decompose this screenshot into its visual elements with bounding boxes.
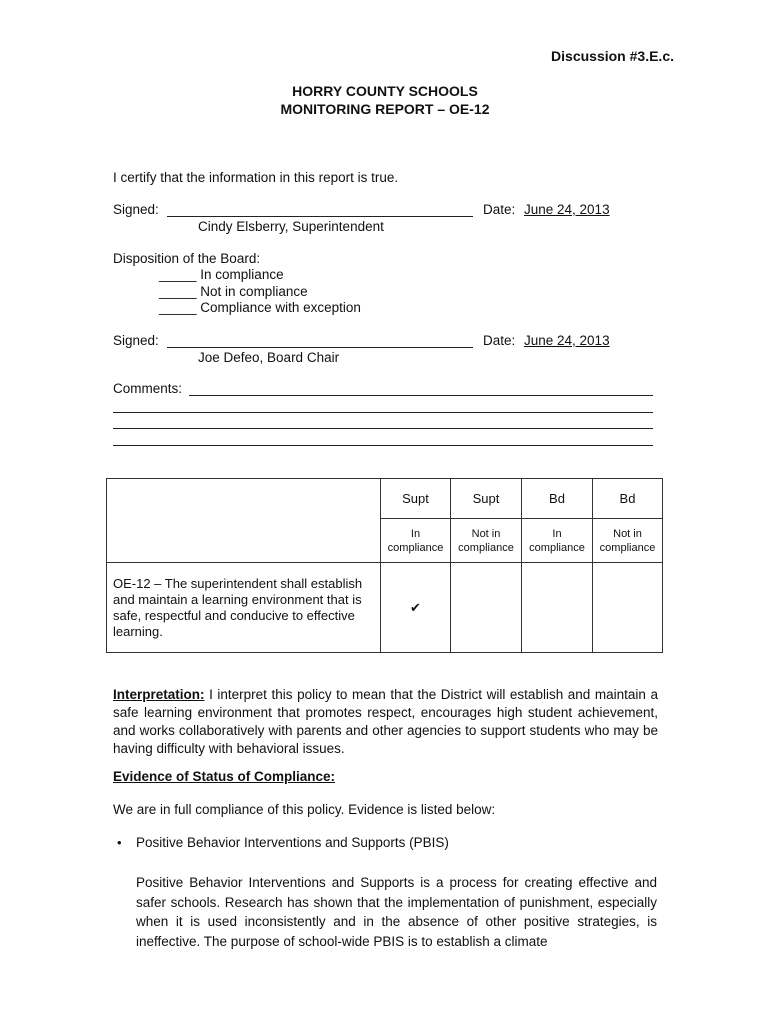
checkmark-icon: ✔ — [410, 599, 421, 615]
disposition-option-in-compliance[interactable]: _____ In compliance — [159, 267, 284, 282]
comments-line-3[interactable] — [113, 428, 653, 429]
board-signer-name: Joe Defeo, Board Chair — [198, 350, 340, 365]
date-label: Date: — [483, 202, 516, 217]
col-header-bd-in: Bd — [522, 479, 593, 519]
col-header-supt-not: Supt — [451, 479, 522, 519]
comments-label: Comments: — [113, 381, 183, 396]
subheader-supt-not: Not in compliance — [451, 519, 522, 563]
bd-not-in-compliance-cell[interactable] — [593, 563, 663, 653]
interpretation-paragraph — [113, 686, 658, 758]
subheader-supt-in: In compliance — [381, 519, 451, 563]
certify-statement: I certify that the information in this report is true. — [113, 170, 399, 185]
comments-line-4[interactable] — [113, 445, 653, 446]
date-value: June 24, 2013 — [524, 202, 610, 217]
col-header-bd-not: Bd — [593, 479, 663, 519]
interpretation-label: Interpretation: — [113, 687, 205, 702]
evidence-intro: We are in full compliance of this policy. Evidence is listed below: — [113, 802, 496, 817]
disposition-option-not-in-compliance[interactable]: _____ Not in compliance — [159, 284, 308, 299]
board-date-value: June 24, 2013 — [524, 333, 610, 348]
evidence-heading: Evidence of Status of Compliance: — [113, 769, 336, 784]
table-policy-row — [107, 563, 663, 653]
policy-description: OE-12 – The superintendent shall establish and maintain a learning environment that is safe, respectful and conducive to effective learning. — [107, 563, 381, 653]
signer-name: Cindy Elsberry, Superintendent — [198, 219, 384, 234]
subheader-bd-in: In compliance — [522, 519, 593, 563]
discussion-label: Discussion #3.E.c. — [551, 48, 674, 64]
table-empty-cell — [107, 479, 381, 563]
disposition-option-exception[interactable]: _____ Compliance with exception — [159, 300, 361, 315]
disposition-label: Disposition of the Board: — [113, 251, 261, 266]
interpretation-text: I interpret this policy to mean that the District will establish and maintain a safe learning environment that promotes respect, encourages high student achievement, and works collaboratively with parents and other agencies to support students who may be having difficulty with behavioral issues. — [113, 687, 658, 756]
subheader-bd-not: Not in compliance — [593, 519, 663, 563]
pbis-paragraph: Positive Behavior Interventions and Supports is a process for creating effective and safer schools. Research has shown that the implementation of punishment, especially when it is used inconsistently and in the absence of other positive strategies, is ineffective. The purpose of school-wide PBIS is to establish a climate — [136, 875, 657, 949]
report-title-line2: MONITORING REPORT – OE-12 — [280, 101, 490, 117]
report-title-line1: HORRY COUNTY SCHOOLS — [292, 83, 478, 99]
board-date-label: Date: — [483, 333, 516, 348]
comments-line-2[interactable] — [113, 412, 653, 413]
col-header-supt-in: Supt — [381, 479, 451, 519]
board-signature-line[interactable] — [167, 347, 473, 348]
bullet-icon: • — [117, 835, 122, 850]
board-signed-label: Signed: — [113, 333, 159, 348]
bullet-pbis: Positive Behavior Interventions and Supports (PBIS) — [136, 835, 449, 850]
table-header-row — [107, 479, 663, 519]
supt-in-compliance-cell[interactable] — [381, 563, 451, 653]
signed-label: Signed: — [113, 202, 159, 217]
superintendent-signature-line[interactable] — [167, 216, 473, 217]
compliance-table — [106, 478, 663, 653]
bd-in-compliance-cell[interactable] — [522, 563, 593, 653]
comments-line-1[interactable] — [189, 395, 653, 396]
supt-not-in-compliance-cell[interactable] — [451, 563, 522, 653]
